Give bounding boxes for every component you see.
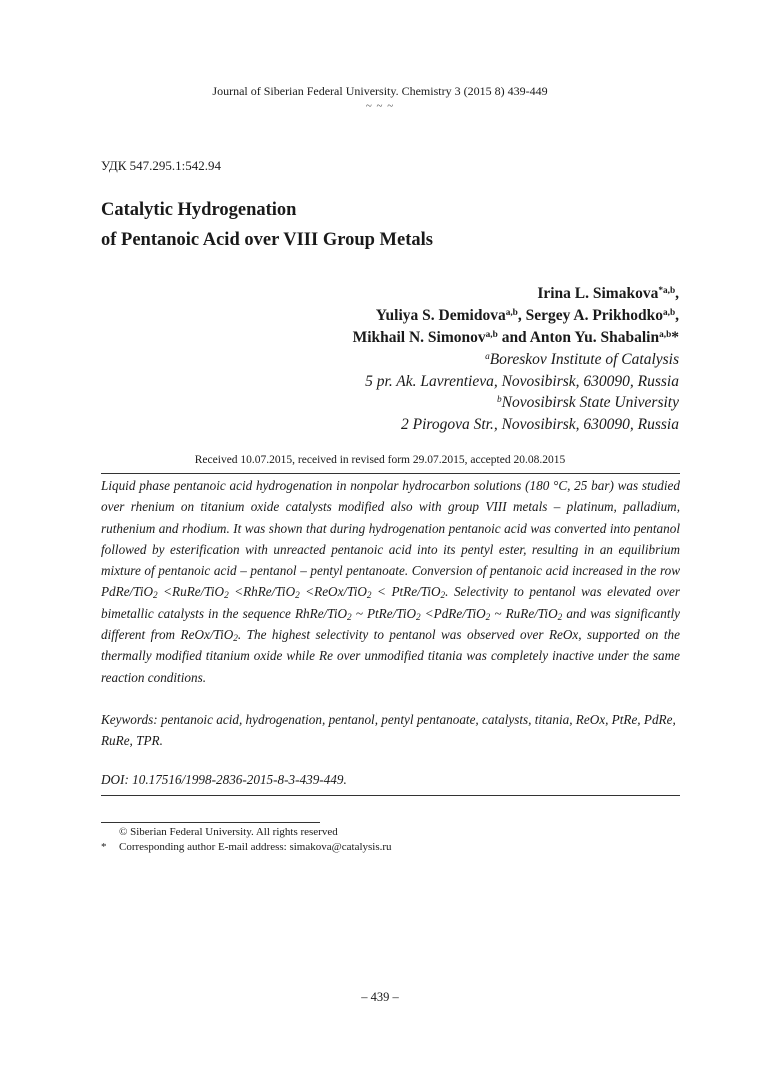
- subscript: 2: [440, 590, 446, 601]
- keywords: Keywords: pentanoic acid, hydrogenation, pentanol, pentyl pentanoate, catalysts, titania, ReOx, PtRe, PdRe, RuRe, TPR.: [101, 712, 676, 749]
- abstract-text: RuRe/TiO: [505, 605, 558, 621]
- abstract-text: .: [445, 584, 449, 600]
- affiliation-a-address: 5 pr. Ak. Lavrentieva, Novosibirsk, 630090, Russia: [365, 372, 679, 390]
- author-name: Mikhail N. Simonov: [352, 329, 486, 346]
- abstract-text: Selectivity to pentanol was elevated over bimetallic catalysts in the sequence: [101, 584, 680, 621]
- affiliation-b-address: 2 Pirogova Str., Novosibirsk, 630090, Russia: [400, 415, 679, 433]
- abstract-text: ReOx/TiO: [180, 627, 234, 643]
- abstract-top-rule: [101, 473, 680, 474]
- abstract-text: PtRe/TiO: [391, 584, 441, 600]
- subscript: 2: [366, 590, 372, 601]
- subscript: 2: [416, 611, 421, 622]
- abstract-text: and was significantly different from: [101, 605, 680, 643]
- abstract-text: RhRe/TiO: [243, 584, 296, 600]
- page-number: – 439 –: [361, 990, 399, 1004]
- footnote-copyright: © Siberian Federal University. All rights reserved: [119, 826, 338, 838]
- author-name: Yuliya S. Demidova: [375, 307, 506, 324]
- author-line-3: Mikhail N. Simonov$^{a,b}$ and Anton Yu. Shabalin$^{a,b}$*: [352, 329, 679, 346]
- abstract-text: <: [371, 584, 392, 600]
- author-line-2: Yuliya S. Demidova$^{a,b}$, Sergey A. Prikhodko$^{a,b}$,: [375, 307, 679, 324]
- subscript: 2: [153, 590, 158, 601]
- abstract-text: <: [157, 584, 173, 600]
- abstract-text: ~: [351, 605, 367, 621]
- affiliations: [365, 349, 679, 435]
- subscript: 2: [233, 632, 238, 643]
- abstract-text: RuRe/TiO: [172, 584, 225, 600]
- abstract: [101, 475, 680, 688]
- subscript: 2: [557, 611, 563, 622]
- abstract-text: PdRe/TiO: [433, 605, 486, 621]
- abstract-text: <: [420, 605, 434, 621]
- footnotes: [101, 825, 392, 855]
- author-name: Anton Yu. Shabalin: [529, 329, 660, 346]
- subscript: 2: [485, 611, 491, 622]
- footnote-corresponding: * Corresponding author E-mail address: simakova@catalysis.ru: [101, 841, 392, 853]
- affiliation-a-name: $^a$Boreskov Institute of Catalysis: [485, 351, 679, 368]
- received-dates: Received 10.07.2015, received in revised form 29.07.2015, accepted 20.08.2015: [194, 454, 566, 466]
- journal-header: Journal of Siberian Federal University. Chemistry 3 (2015 8) 439-449: [212, 84, 548, 98]
- paper-title: [101, 195, 433, 255]
- abstract-text: ~: [490, 605, 506, 621]
- abstract-text: . The highest selectivity to pentanol was observed over ReOx, supported on the thermally modified titanium oxide while Re over unmodified titania was completely inactive under the same reaction conditions.: [101, 627, 680, 685]
- abstract-text: ReOx/TiO: [314, 584, 367, 600]
- author-name: Irina L. Simakova: [537, 285, 659, 302]
- abstract-text: PtRe/TiO: [366, 605, 417, 621]
- affiliation-b-name: $^b$Novosibirsk State University: [496, 394, 679, 411]
- title-line-1: Catalytic Hydrogenation: [101, 200, 297, 220]
- abstract-text: RhRe/TiO: [295, 605, 348, 621]
- subscript: 2: [224, 590, 229, 601]
- author-name: Sergey A. Prikhodko: [525, 307, 663, 324]
- doi: DOI: 10.17516/1998-2836-2015-8-3-439-449.: [101, 772, 347, 787]
- subscript: 2: [295, 590, 300, 601]
- footnote-rule: [101, 822, 320, 823]
- abstract-text: Liquid phase pentanoic acid hydrogenation in nonpolar hydrocarbon solutions (180 °C, 25 bar) was studied over rhenium on titanium oxide catalysts modified also with group VIII metals – platinum, palladium, ruthenium and rhodium. It was shown that during hydrogenation pentanoic acid was converted into pentanol followed by esterification with unreacted pentanoic acid into its pentyl ester, resulting in an equilibrium mixture of pentanoic acid – pentanol – pentyl pentanoate. Conversion of pentanoic acid increased in the row: [101, 478, 680, 579]
- author-line-1: Irina L. Simakova$^{*a,b}$,: [537, 285, 679, 302]
- abstract-text: <: [228, 584, 244, 600]
- abstract-bottom-rule: [101, 795, 680, 796]
- title-line-2: of Pentanoic Acid over VIII Group Metals: [101, 230, 433, 250]
- abstract-text: <: [299, 584, 315, 600]
- header-ornament: ~ ~ ~: [365, 100, 395, 112]
- subscript: 2: [347, 611, 352, 622]
- udc-code: УДК 547.295.1:542.94: [101, 158, 222, 173]
- abstract-text: PdRe/TiO: [101, 584, 154, 600]
- author-list: [353, 283, 679, 349]
